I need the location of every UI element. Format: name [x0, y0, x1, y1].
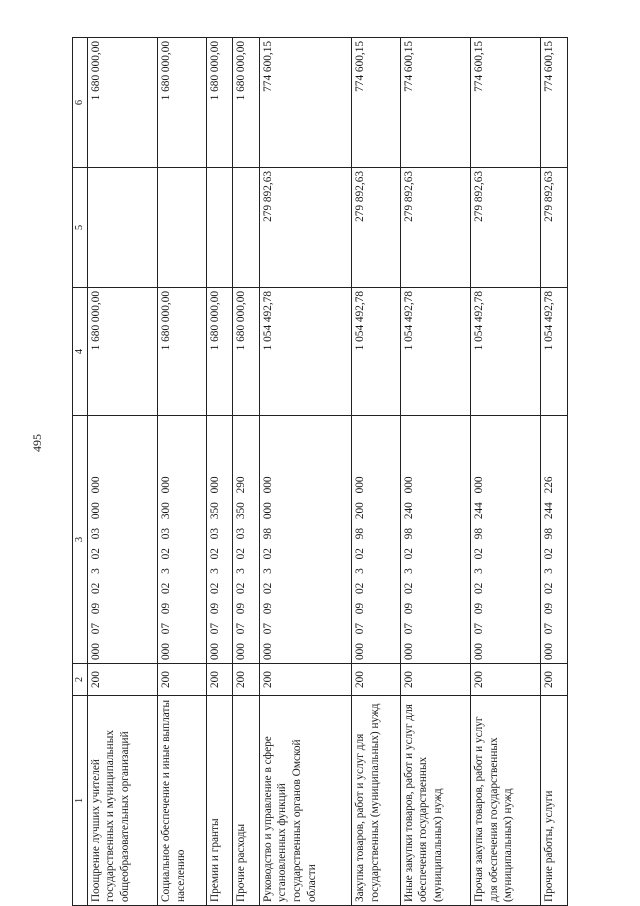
row-name-cell: Закупка товаров, работ и услуг для государственных (муниципальных) нужд: [352, 696, 400, 906]
classification-code-cell: 000 07 09 02 3 02 03 000 000: [87, 416, 157, 664]
rotated-page-content: [72, 38, 568, 906]
column-6-amount-cell: 774 600,15: [259, 38, 351, 168]
column-5-amount-cell: 279 892,63: [541, 168, 568, 288]
total-amount-cell: 1 054 492,78: [400, 288, 470, 416]
table-row: [400, 38, 470, 906]
table-row: [206, 38, 232, 906]
row-name-cell: Руководство и управление в сфере установленных функций государственных органов Омской области: [259, 696, 351, 906]
row-name-cell: Премии и гранты: [206, 696, 232, 906]
table-row: [352, 38, 400, 906]
column-5-amount-cell: [233, 168, 259, 288]
classification-code-cell: 000 07 09 02 3 02 98 200 000: [352, 416, 400, 664]
admin-code-cell: 200: [259, 664, 351, 696]
classification-code-cell: 000 07 09 02 3 02 03 350 290: [233, 416, 259, 664]
row-name-cell: Иные закупки товаров, работ и услуг для обеспечения государственных (муниципальных) нужд: [400, 696, 470, 906]
admin-code-cell: 200: [400, 664, 470, 696]
admin-code-cell: 200: [87, 664, 157, 696]
column-6-amount-cell: 1 680 000,00: [233, 38, 259, 168]
column-5-amount-cell: [87, 168, 157, 288]
column-5-amount-cell: 279 892,63: [400, 168, 470, 288]
column-5-amount-cell: [206, 168, 232, 288]
admin-code-cell: 200: [233, 664, 259, 696]
row-name-cell: Социальное обеспечение и иные выплаты населению: [158, 696, 206, 906]
column-number: 1: [73, 696, 88, 906]
table-row: [259, 38, 351, 906]
budget-table: [72, 37, 568, 906]
admin-code-cell: 200: [206, 664, 232, 696]
classification-code-cell: 000 07 09 02 3 02 03 300 000: [158, 416, 206, 664]
column-6-amount-cell: 774 600,15: [541, 38, 568, 168]
classification-code-cell: 000 07 09 02 3 02 98 244 000: [470, 416, 540, 664]
row-name-cell: Прочие работы, услуги: [541, 696, 568, 906]
admin-code-cell: 200: [352, 664, 400, 696]
column-numbers-row: [73, 38, 88, 906]
column-number: 2: [73, 664, 88, 696]
total-amount-cell: 1 680 000,00: [158, 288, 206, 416]
classification-code-cell: 000 07 09 02 3 02 98 240 000: [400, 416, 470, 664]
table-row: [470, 38, 540, 906]
classification-code-cell: 000 07 09 02 3 02 98 244 226: [541, 416, 568, 664]
column-number: 3: [73, 416, 88, 664]
classification-code-cell: 000 07 09 02 3 02 03 350 000: [206, 416, 232, 664]
admin-code-cell: 200: [470, 664, 540, 696]
column-6-amount-cell: 774 600,15: [352, 38, 400, 168]
total-amount-cell: 1 680 000,00: [206, 288, 232, 416]
column-number: 5: [73, 168, 88, 288]
table-row: [158, 38, 206, 906]
total-amount-cell: 1 680 000,00: [87, 288, 157, 416]
total-amount-cell: 1 054 492,78: [352, 288, 400, 416]
column-5-amount-cell: 279 892,63: [259, 168, 351, 288]
total-amount-cell: 1 054 492,78: [470, 288, 540, 416]
column-6-amount-cell: 1 680 000,00: [87, 38, 157, 168]
total-amount-cell: 1 680 000,00: [233, 288, 259, 416]
admin-code-cell: 200: [541, 664, 568, 696]
table-row: [541, 38, 568, 906]
table-row: [87, 38, 157, 906]
table-row: [233, 38, 259, 906]
column-6-amount-cell: 1 680 000,00: [206, 38, 232, 168]
row-name-cell: Поощрение лучших учителей государственных и муниципальных общеобразовательных организаций: [87, 696, 157, 906]
total-amount-cell: 1 054 492,78: [541, 288, 568, 416]
column-6-amount-cell: 774 600,15: [470, 38, 540, 168]
column-5-amount-cell: 279 892,63: [352, 168, 400, 288]
admin-code-cell: 200: [158, 664, 206, 696]
column-6-amount-cell: 1 680 000,00: [158, 38, 206, 168]
total-amount-cell: 1 054 492,78: [259, 288, 351, 416]
column-number: 4: [73, 288, 88, 416]
row-name-cell: Прочие расходы: [233, 696, 259, 906]
classification-code-cell: 000 07 09 02 3 02 98 000 000: [259, 416, 351, 664]
row-name-cell: Прочая закупка товаров, работ и услуг для обеспечения государственных (муниципальных) нужд: [470, 696, 540, 906]
column-6-amount-cell: 774 600,15: [400, 38, 470, 168]
column-5-amount-cell: 279 892,63: [470, 168, 540, 288]
column-5-amount-cell: [158, 168, 206, 288]
column-number: 6: [73, 38, 88, 168]
page-number: 495: [30, 434, 44, 452]
